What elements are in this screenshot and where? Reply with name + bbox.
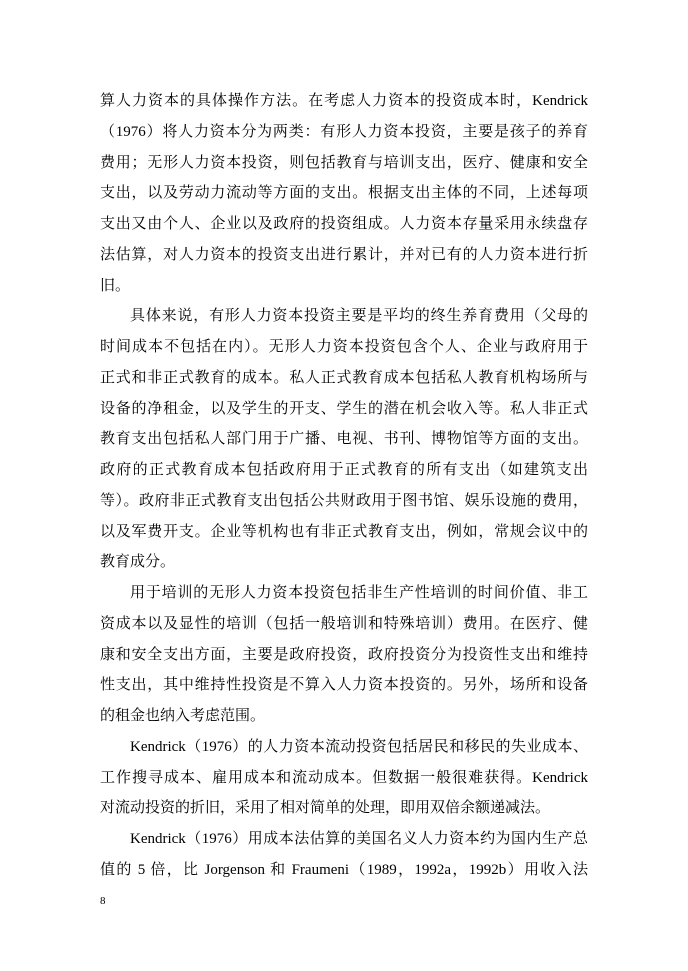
text-line: 以及军费开支。企业等机构也有非正式教育支出，例如，常规会议中的 (100, 523, 588, 540)
paragraph (100, 824, 588, 886)
text-line: 支出，以及劳动力流动等方面的支出。根据支出主体的不同，上述每项 (100, 185, 588, 202)
text-line: 教育成分。 (100, 554, 176, 571)
text-line: 对流动投资的折旧，采用了相对简单的处理，即用双倍余额递减法。 (100, 800, 551, 817)
text-line: Kendrick（1976）用成本法估算的美国名义人力资本约为国内生产总 (130, 831, 588, 847)
paragraph (100, 578, 588, 732)
text-line: 教育支出包括私人部门用于广播、电视、书刊、博物馆等方面的支出。 (100, 431, 588, 448)
text-line: 支出又由个人、企业以及政府的投资组成。人力资本存量采用永续盘存 (100, 216, 588, 232)
text-line: 政府的正式教育成本包括政府用于正式教育的所有支出（如建筑支出 (100, 462, 588, 478)
text-line: 值的 5 倍，比 Jorgenson 和 Fraumeni（1989，1992a，1992b）用收入法 (100, 861, 588, 878)
text-line: 时间成本不包括在内）。无形人力资本投资包含个人、企业与政府用于 (100, 339, 588, 355)
body-text (100, 86, 588, 886)
text-line: 具体来说，有形人力资本投资主要是平均的终生养育费用（父母的 (130, 308, 588, 325)
text-line: Kendrick（1976）的人力资本流动投资包括居民和移民的失业成本、 (130, 738, 588, 755)
text-line: 设备的净租金，以及学生的开支、学生的潜在机会收入等。私人非正式 (100, 400, 588, 417)
text-line: 性支出，其中维持性投资是不算入人力资本投资的。另外，场所和设备 (100, 677, 588, 694)
text-line: 算人力资本的具体操作方法。在考虑人力资本的投资成本时，Kendrick (100, 93, 588, 109)
text-line: 的租金也纳入考虑范围。 (100, 708, 266, 724)
text-line: （1976）将人力资本分为两类：有形人力资本投资，主要是孩子的养育 (100, 123, 588, 140)
text-line: 工作搜寻成本、雇用成本和流动成本。但数据一般很难获得。Kendrick (100, 769, 588, 786)
paragraph (100, 301, 588, 578)
text-line: 资成本以及显性的培训（包括一般培训和特殊培训）费用。在医疗、健 (100, 615, 588, 632)
text-line: 旧。 (100, 277, 131, 294)
text-line: 费用；无形人力资本投资，则包括教育与培训支出，医疗、健康和安全 (100, 154, 588, 171)
paragraph (100, 86, 588, 301)
text-line: 法估算，对人力资本的投资支出进行累计，并对已有的人力资本进行折 (100, 246, 588, 263)
text-line: 康和安全支出方面，主要是政府投资，政府投资分为投资性支出和维持 (100, 646, 588, 663)
text-line: 等）。政府非正式教育支出包括公共财政用于图书馆、娱乐设施的费用， (100, 492, 588, 509)
text-line: 正式和非正式教育的成本。私人正式教育成本包括私人教育机构场所与 (100, 369, 588, 386)
page-number: 8 (100, 895, 106, 907)
paragraph (100, 732, 588, 824)
text-line: 用于培训的无形人力资本投资包括非生产性培训的时间价值、非工 (130, 585, 588, 601)
